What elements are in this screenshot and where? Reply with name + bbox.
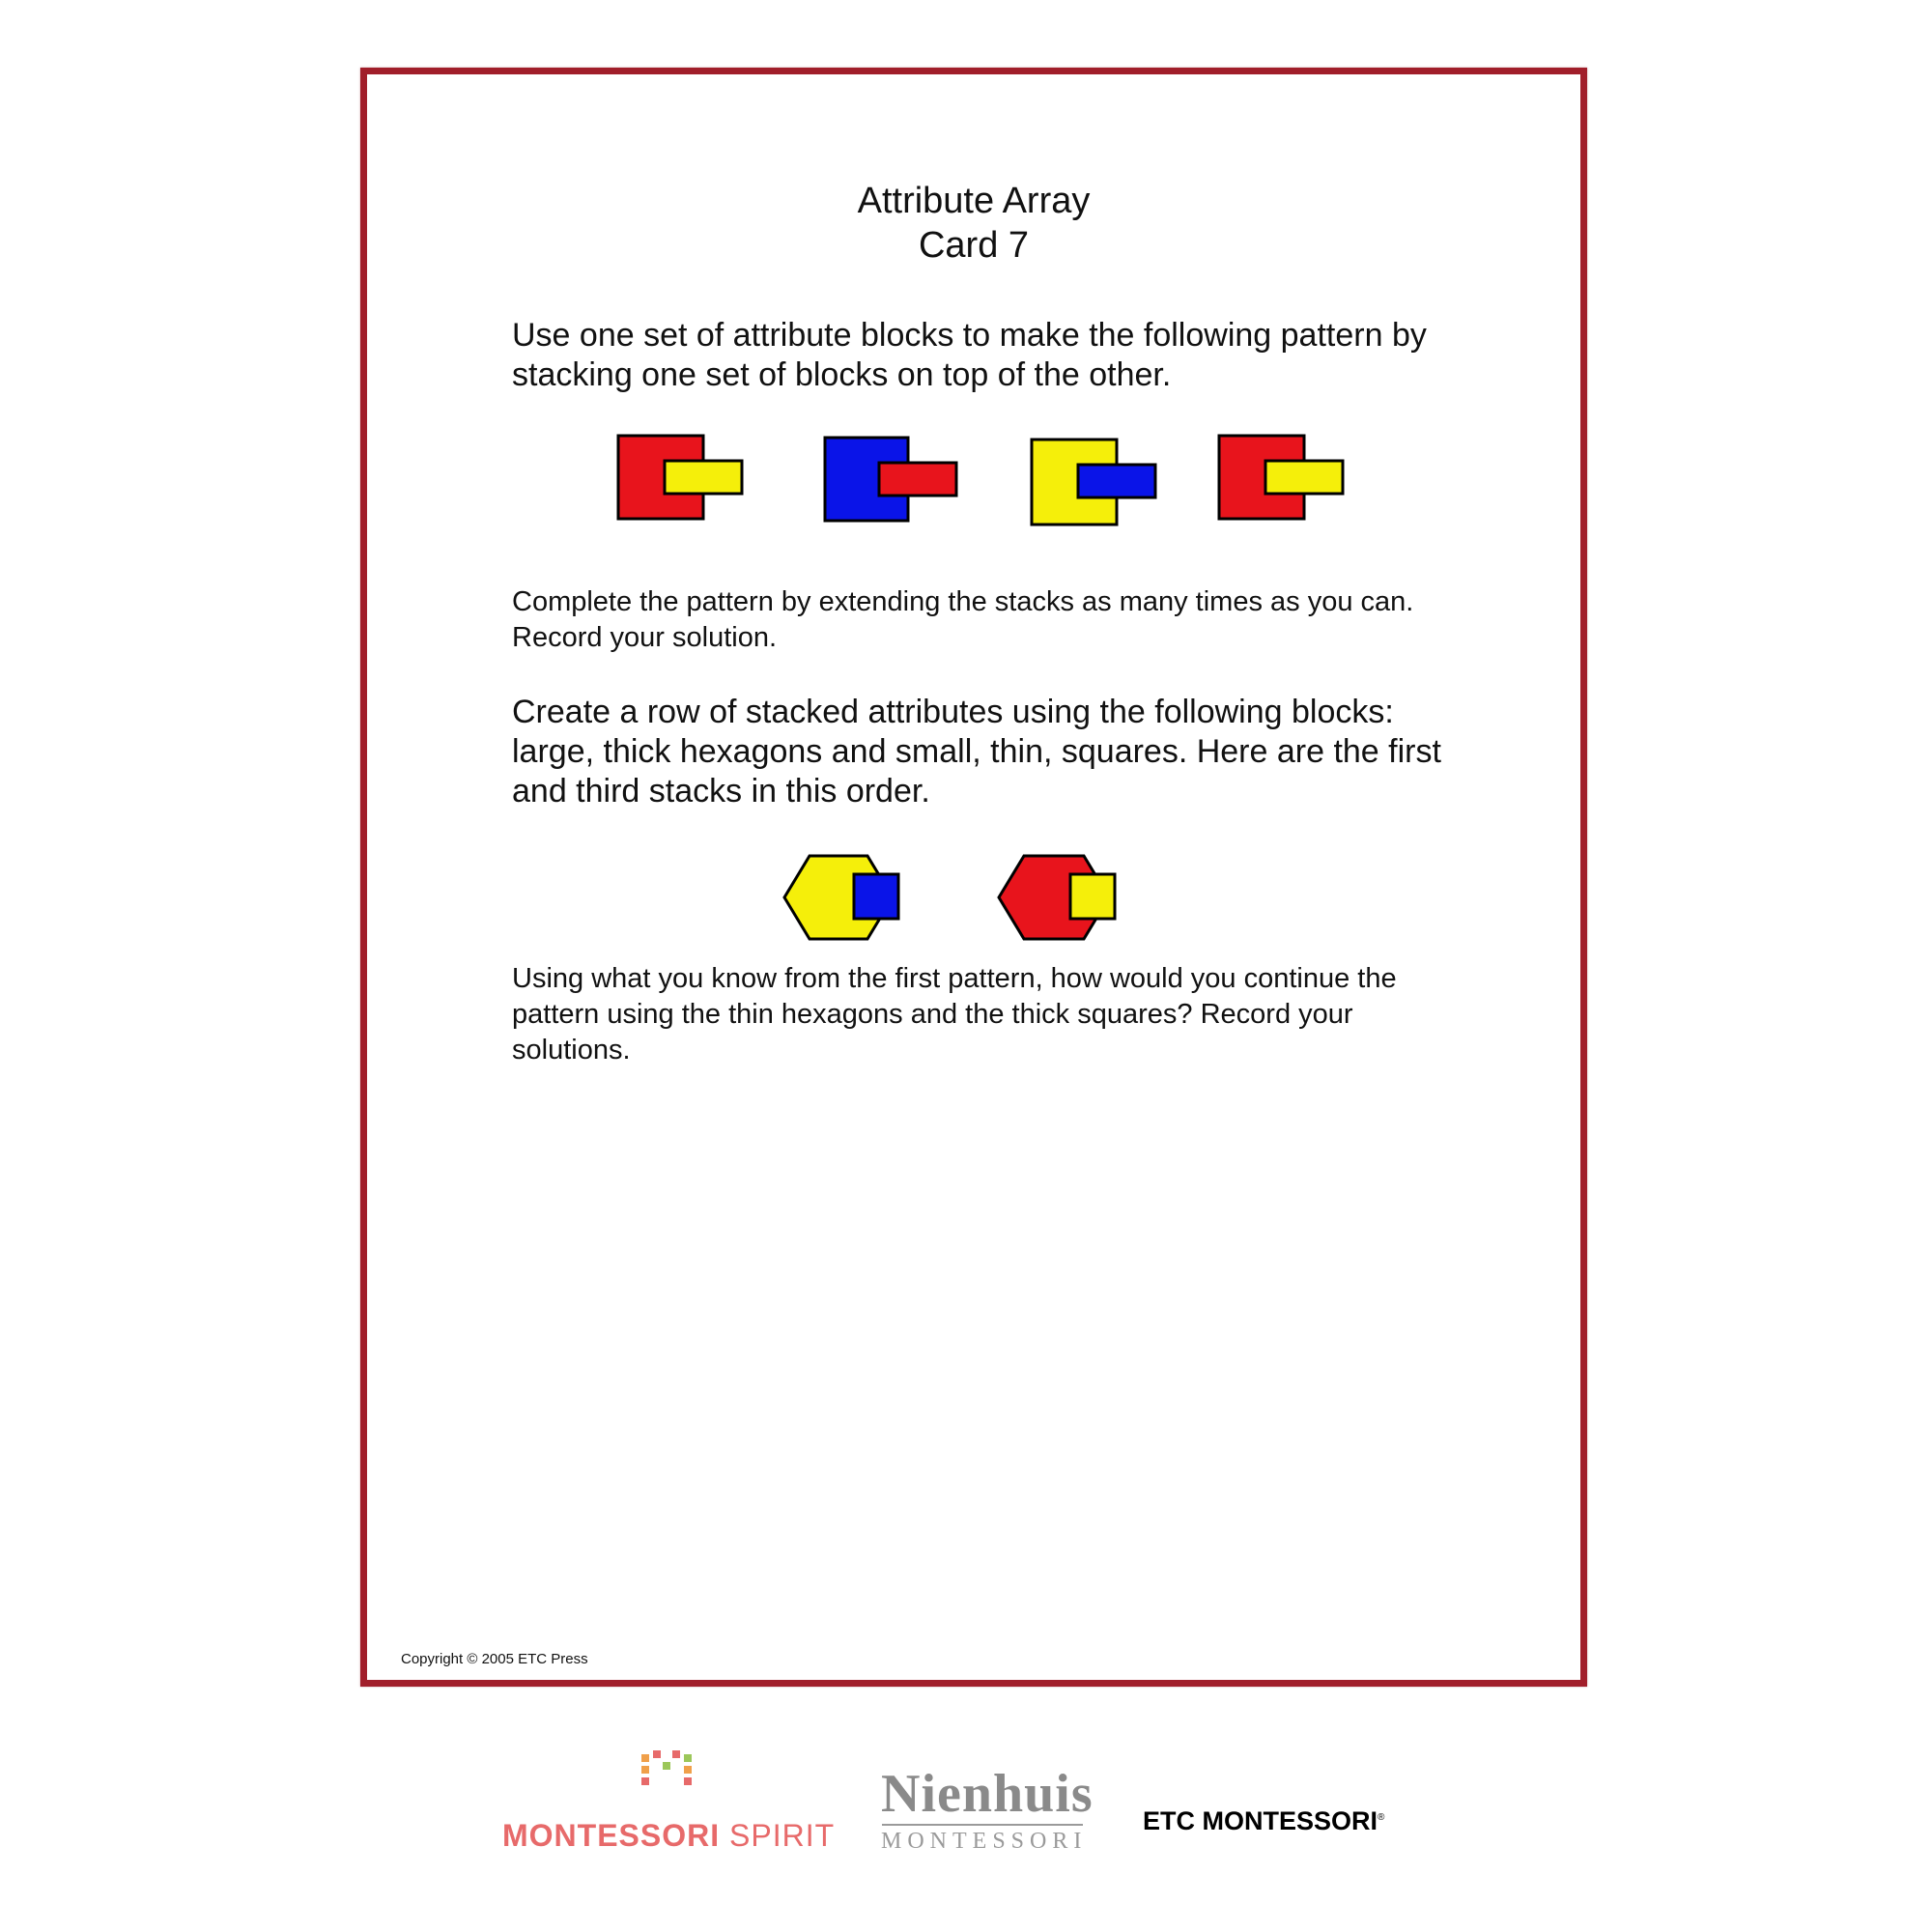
attribute-card bbox=[360, 68, 1587, 1687]
hex-stack-1 bbox=[784, 856, 898, 939]
card-title: Attribute Array bbox=[857, 181, 1091, 221]
nienhuis-divider bbox=[882, 1824, 1083, 1826]
stack-3-top-rectangle bbox=[1078, 465, 1155, 497]
montessori-spirit-logo bbox=[502, 1748, 836, 1864]
nienhuis-subtitle: MONTESSORI bbox=[881, 1829, 1088, 1854]
hex-stack-2 bbox=[999, 856, 1115, 939]
montessori-spirit-mark-icon bbox=[638, 1748, 705, 1791]
stack-2 bbox=[825, 438, 956, 521]
stack-1-top-rectangle bbox=[665, 461, 742, 494]
hex-stack-2-top-square bbox=[1070, 874, 1115, 919]
copyright-notice: Copyright © 2005 ETC Press bbox=[401, 1651, 588, 1667]
intro-text: Use one set of attribute blocks to make the following pattern by stacking one set of blocks on top of the other. bbox=[512, 317, 1427, 393]
stack-3 bbox=[1032, 440, 1155, 525]
stack-4-top-rectangle bbox=[1265, 461, 1343, 494]
stack-1 bbox=[618, 436, 742, 519]
hex-stack-1-top-square bbox=[854, 874, 898, 919]
nienhuis-logo bbox=[881, 1764, 1094, 1872]
montessori-spirit-wordmark: MONTESSORI SPIRIT bbox=[502, 1818, 836, 1853]
etc-montessori-logo: ETC MONTESSORI® bbox=[1143, 1806, 1385, 1835]
nienhuis-name: Nienhuis bbox=[881, 1764, 1094, 1824]
instruction-1: Complete the pattern by extending the stacks as many times as you can. Record your solution. bbox=[512, 586, 1414, 653]
instruction-2: Create a row of stacked attributes using the following blocks: large, thick hexagons and small, thin, squares. Here are the first and third stacks in this order. bbox=[512, 694, 1441, 810]
stack-4 bbox=[1219, 436, 1343, 519]
question-text: Using what you know from the first pattern, how would you continue the pattern using the thin hexagons and the thick squares? Record your solutions. bbox=[512, 963, 1397, 1065]
card-number: Card 7 bbox=[918, 225, 1030, 266]
stack-2-top-rectangle bbox=[879, 463, 956, 496]
pattern-row-1 bbox=[614, 432, 1349, 548]
pattern-row-2 bbox=[782, 852, 1169, 953]
brand-logos bbox=[0, 1748, 1932, 1874]
